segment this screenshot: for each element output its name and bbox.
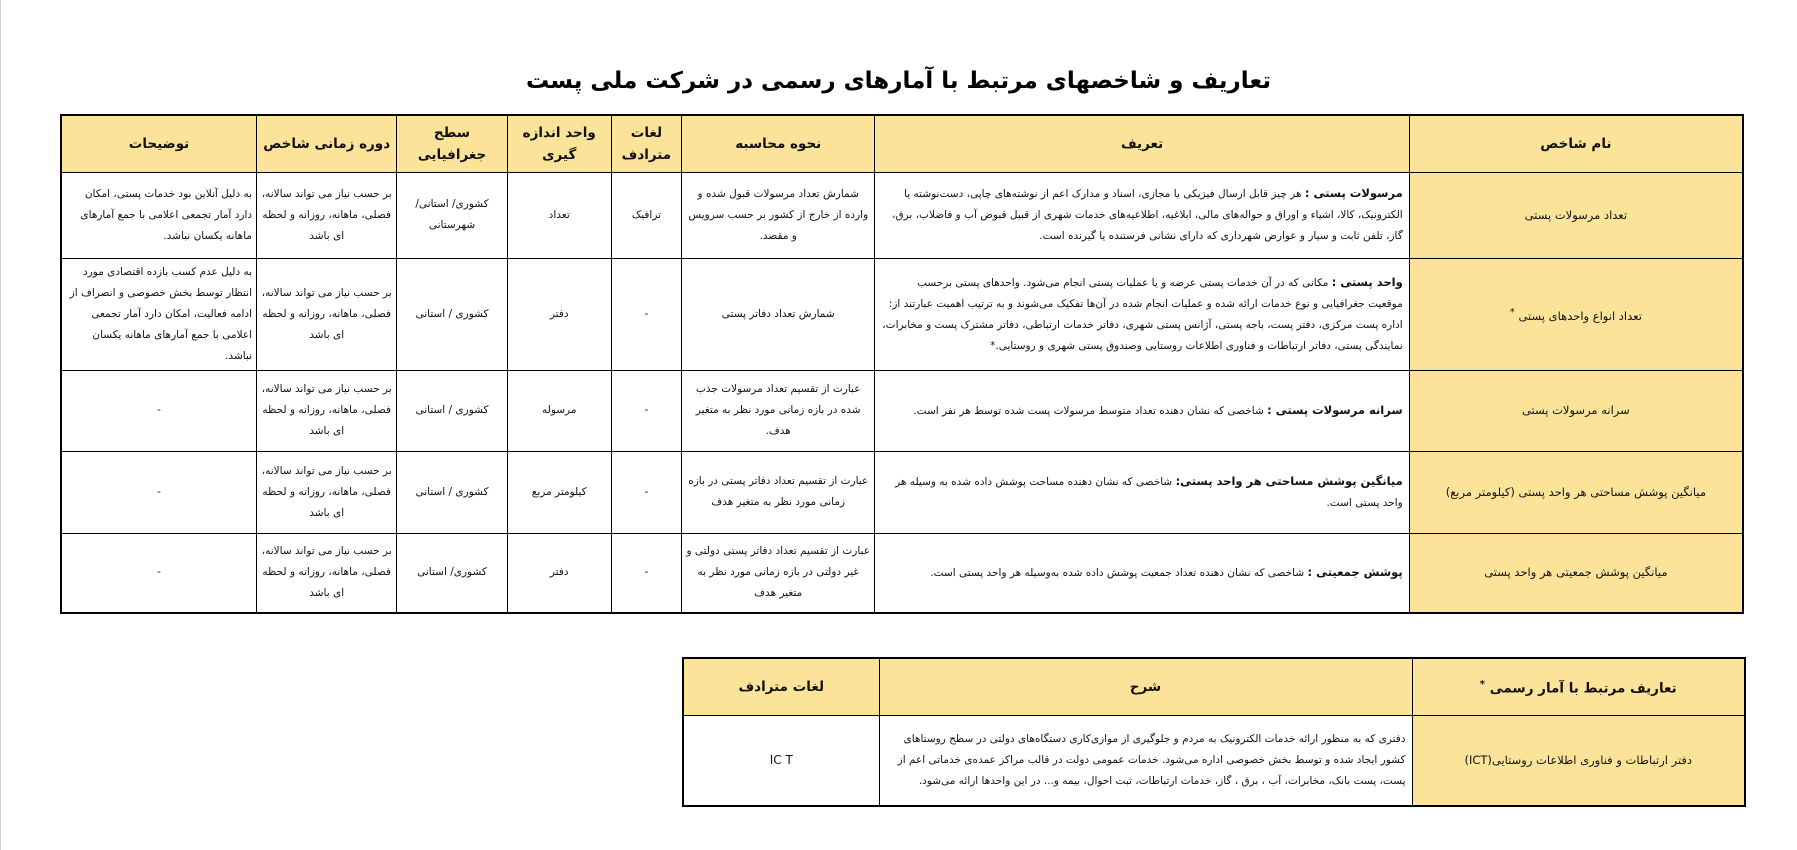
page-title: تعاریف و شاخصهای مرتبط با آمارهای رسمی در شرکت ملی پست	[526, 68, 1271, 94]
indicator-synonyms: -	[611, 370, 681, 451]
indicator-calculation: شمارش تعداد مرسولات قبول شده و وارده از خارج از کشور بر حسب سرویس و مقصد.	[682, 172, 875, 258]
indicator-unit: کیلومتر مربع	[507, 451, 611, 533]
table-row	[683, 716, 1745, 806]
related-definitions-header-row	[683, 658, 1745, 716]
indicator-unit: دفتر	[507, 258, 611, 370]
related-definitions-table	[682, 657, 1746, 807]
indicator-notes: به دلیل عدم کسب بازده اقتصادی مورد انتظار توسط بخش خصوصی و انصراف از ادامه فعالیت، امکان دارد آمار تجمعی اعلامی با جمع آمارهای ماهانه یکسان نباشد.	[61, 258, 257, 370]
indicator-notes: -	[61, 533, 257, 613]
indicator-geo-level: کشوری/ استانی	[397, 533, 507, 613]
table-row	[61, 370, 1743, 451]
indicator-calculation: عبارت از تقسیم تعداد مرسولات جذب شده در بازه زمانی مورد نظر به متغیر هدف.	[682, 370, 875, 451]
indicator-calculation: شمارش تعداد دفاتر پستی	[682, 258, 875, 370]
page-edge	[0, 0, 1, 850]
indicators-table	[60, 114, 1744, 614]
indicator-notes: به دلیل آنلاین بود خدمات پستی، امکان دارد آمار تجمعی اعلامی با جمع آمارهای ماهانه یکسان نباشد.	[61, 172, 257, 258]
header-calculation: نحوه محاسبه	[682, 115, 875, 172]
indicator-calculation: عبارت از تقسیم تعداد دفاتر پستی در بازه زمانی مورد نظر به متغیر هدف	[682, 451, 875, 533]
indicator-definition: سرانه مرسولات پستی : شاخصی که نشان دهنده تعداد متوسط مرسولات پست شده توسط هر نفر است.	[875, 370, 1409, 451]
header-time-period: دوره زمانی شاخص	[257, 115, 397, 172]
header-geo-level: سطح جغرافیایی	[397, 115, 507, 172]
indicator-geo-level: کشوری / استانی	[397, 370, 507, 451]
header-ict-synonyms: لغات مترادف	[683, 658, 879, 716]
indicator-name: تعداد انواع واحدهای پستی *	[1409, 258, 1743, 370]
indicator-synonyms: -	[611, 258, 681, 370]
header-indicator-name: نام شاخص	[1409, 115, 1743, 172]
indicator-time-period: بر حسب نیاز می تواند سالانه، فصلی، ماهانه، روزانه و لحظه ای باشد	[257, 172, 397, 258]
header-notes: توضیحات	[61, 115, 257, 172]
indicator-synonyms: -	[611, 451, 681, 533]
indicator-notes: -	[61, 451, 257, 533]
indicator-time-period: بر حسب نیاز می تواند سالانه، فصلی، ماهانه، روزانه و لحظه ای باشد	[257, 258, 397, 370]
header-definition: تعریف	[875, 115, 1409, 172]
table-row	[61, 533, 1743, 613]
indicator-definition: میانگین پوشش مساحتی هر واحد پستی: شاخصی که نشان دهنده مساحت پوشش داده شده به وسیله هر واحد پستی است.	[875, 451, 1409, 533]
indicator-time-period: بر حسب نیاز می تواند سالانه، فصلی، ماهانه، روزانه و لحظه ای باشد	[257, 533, 397, 613]
indicator-name: تعداد مرسولات پستی	[1409, 172, 1743, 258]
table-row	[61, 172, 1743, 258]
related-definition-synonyms: IC T	[683, 716, 879, 806]
indicator-definition: پوشش جمعیتی : شاخصی که نشان دهنده تعداد جمعیت پوشش داده شده به‌وسیله هر واحد پستی است.	[875, 533, 1409, 613]
indicator-name: میانگین پوشش مساحتی هر واحد پستی (کیلومتر مربع)	[1409, 451, 1743, 533]
indicator-geo-level: کشوری/ استانی/ شهرستانی	[397, 172, 507, 258]
related-definition-name: دفتر ارتباطات و فناوری اطلاعات روستایی(ICT)	[1412, 716, 1745, 806]
header-unit: واحد اندازه گیری	[507, 115, 611, 172]
header-related-definitions: تعاریف مرتبط با آمار رسمی *	[1412, 658, 1745, 716]
indicator-unit: تعداد	[507, 172, 611, 258]
indicator-time-period: بر حسب نیاز می تواند سالانه، فصلی، ماهانه، روزانه و لحظه ای باشد	[257, 370, 397, 451]
table-row	[61, 451, 1743, 533]
indicator-unit: دفتر	[507, 533, 611, 613]
header-synonyms: لغات مترادف	[611, 115, 681, 172]
indicators-header-row	[61, 115, 1743, 172]
header-description: شرح	[879, 658, 1412, 716]
indicator-synonyms: ترافیک	[611, 172, 681, 258]
indicator-notes: -	[61, 370, 257, 451]
indicator-definition: مرسولات پستی : هر چیز قابل ارسال فیزیکی یا مجازی، اسناد و مدارک اعم از نوشته‌های چاپی، دست‌نوشته یا الکترونیک، کالا، اشیاء و اوراق و حواله‌های مالی، ابلاغیه، اطلاعیه‌های خدمات شهری از قبیل قبوض آب و فاضلاب، برق، گاز، تلفن ثابت و سیار و عوارض شهرداری که دارای نشانی فرستنده یا گیرنده است.	[875, 172, 1409, 258]
indicator-name: میانگین پوشش جمعیتی هر واحد پستی	[1409, 533, 1743, 613]
indicator-synonyms: -	[611, 533, 681, 613]
indicator-time-period: بر حسب نیاز می تواند سالانه، فصلی، ماهانه، روزانه و لحظه ای باشد	[257, 451, 397, 533]
indicator-unit: مرسوله	[507, 370, 611, 451]
indicator-geo-level: کشوری / استانی	[397, 451, 507, 533]
indicator-name: سرانه مرسولات پستی	[1409, 370, 1743, 451]
table-row	[61, 258, 1743, 370]
indicator-geo-level: کشوری / استانی	[397, 258, 507, 370]
indicator-calculation: عبارت از تقسیم تعداد دفاتر پستی دولتی و غیر دولتی در بازه زمانی مورد نظر به متغیر هدف	[682, 533, 875, 613]
indicator-definition: واحد پستی : مکانی که در آن خدمات پستی عرضه و یا عملیات پستی انجام می‌شود. واحدهای پستی برحسب موقعیت جغرافیایی و نوع خدمات ارائه شده و عملیات انجام شده در آن‌ها تفکیک می‌شوند و به ترتیب اهمیت عبارتند از: اداره پست مرکزی، دفتر پست، باجه پستی، آژانس پستی شهری، دفاتر خدمات ارتباطی، دفاتر مشترک پست و مخابرات، نمایندگی پستی، دفاتر ارتباطات و فناوری اطلاعات روستایی وصندوق پستی شهری و روستایی.*	[875, 258, 1409, 370]
related-definition-description: دفتری که به منظور ارائه خدمات الکترونیک به مردم و جلوگیری از موازی‌کاری دستگاه‌های دولتی در سطح روستاهای کشور ایجاد شده و توسط بخش خصوصی اداره می‌شود. خدمات عمومی دولت در قالب مراکز عمده‌ی خدماتی اعم از پست، پست بانک، مخابرات، آب ، برق ، گاز، خدمات ارتباطات، ثبت احوال، بیمه و... در این واحدها ارائه می‌شود.	[879, 716, 1412, 806]
